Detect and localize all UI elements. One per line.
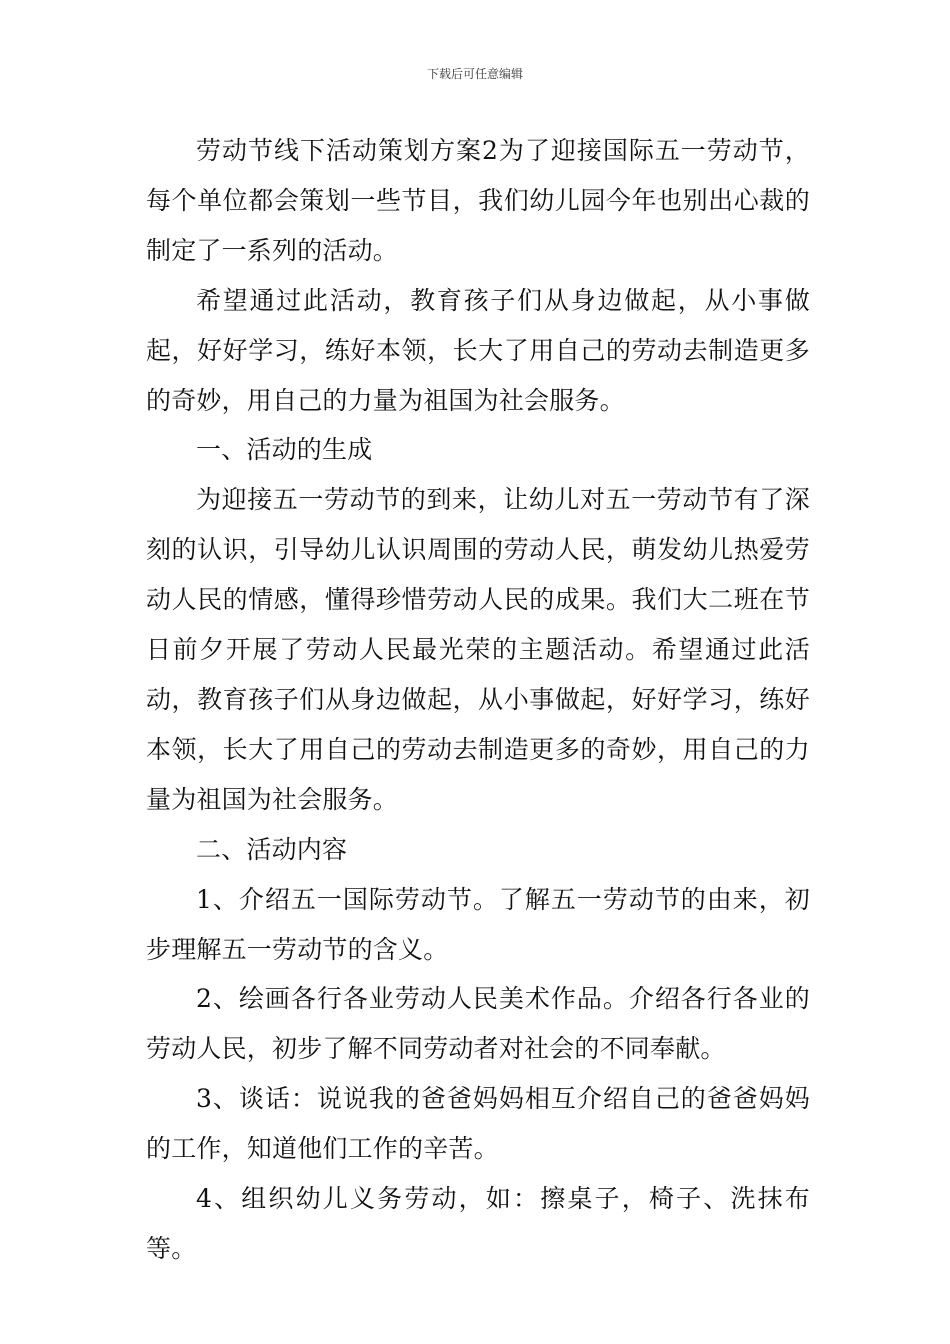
section-heading-generation: 一、活动的生成 [196,435,373,465]
purpose-paragraph: 希望通过此活动，教育孩子们从身边做起，从小事做起，好好学习，练好本领，长大了用自己的劳动去制造更多的奇妙，用自己的力量为祖国为社会服务。 [146,285,810,415]
section-heading-content: 二、活动内容 [196,834,348,864]
content-item-2: 2、绘画各行各业劳动人民美术作品。介绍各行各业的劳动人民，初步了解不同劳动者对社会的不同奉献。 [146,984,810,1064]
content-item-4: 4、组织幼儿义务劳动，如：擦桌子，椅子、洗抹布等。 [146,1184,810,1263]
page-header-note: 下载后可任意编辑 [426,67,523,81]
document-body [146,126,810,1274]
content-item-3: 3、谈话：说说我的爸爸妈妈相互介绍自己的爸爸妈妈的工作，知道他们工作的辛苦。 [146,1084,810,1164]
content-item-1: 1、介绍五一国际劳动节。了解五一劳动节的由来，初步理解五一劳动节的含义。 [146,884,810,964]
generation-paragraph: 为迎接五一劳动节的到来，让幼儿对五一劳动节有了深刻的认识，引导幼儿认识周围的劳动人民，萌发幼儿热爱劳动人民的情感，懂得珍惜劳动人民的成果。我们大二班在节日前夕开展了劳动人民最光荣的主题活动。希望通过此活动，教育孩子们从身边做起，从小事做起，好好学习，练好本领，长大了用自己的劳动去制造更多的奇妙，用自己的力量为祖国为社会服务。 [146,485,810,814]
intro-paragraph: 劳动节线下活动策划方案2为了迎接国际五一劳动节，每个单位都会策划一些节目，我们幼儿园今年也别出心裁的制定了一系列的活动。 [146,136,810,265]
